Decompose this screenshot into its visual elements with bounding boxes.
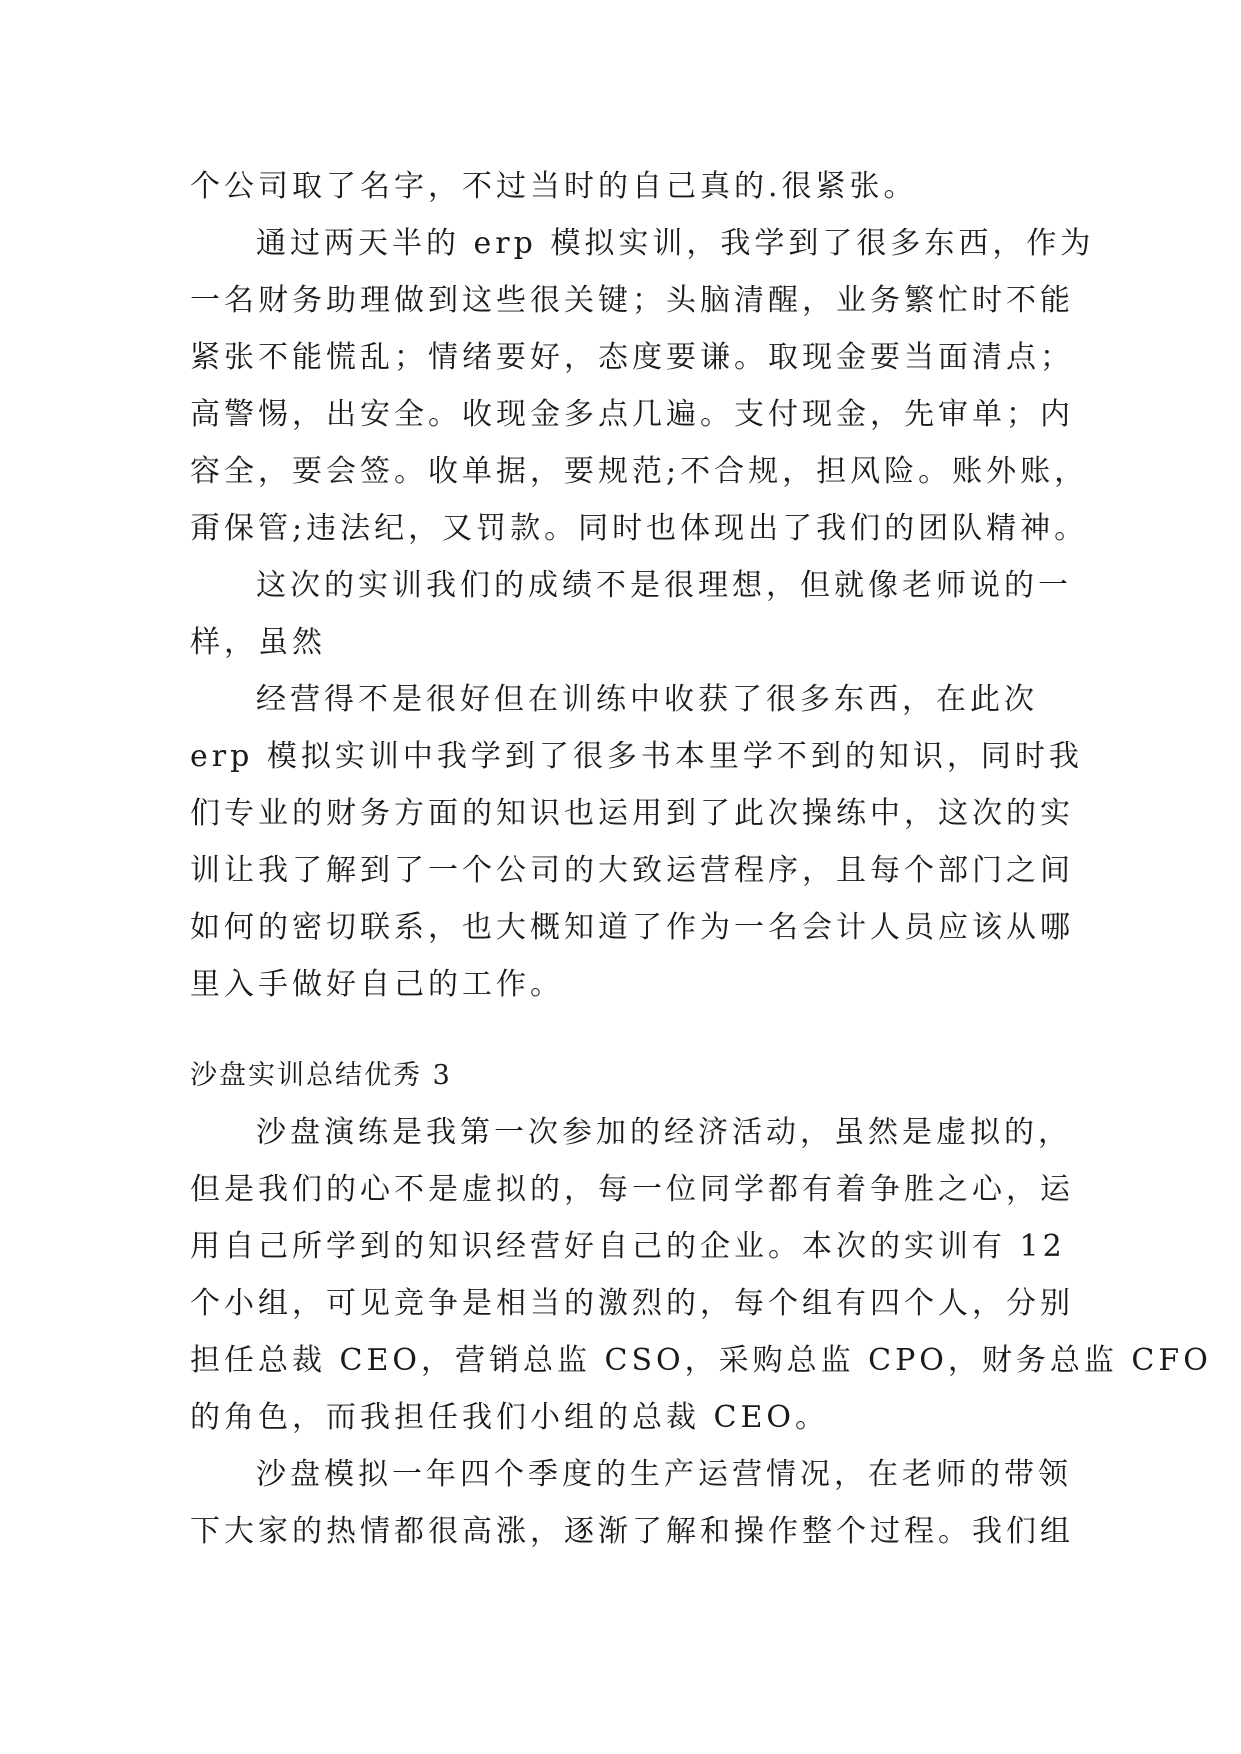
paragraph-line: 甭保管;违法纪，又罚款。同时也体现出了我们的团队精神。 — [190, 511, 1089, 546]
paragraph-line: 高警惕，出安全。收现金多点几遍。支付现金，先审单；内 — [190, 397, 1074, 432]
paragraph-line: erp 模拟实训中我学到了很多书本里学不到的知识，同时我 — [190, 739, 1083, 774]
paragraph-line: 里入手做好自己的工作。 — [190, 967, 564, 1002]
paragraph-line: 个公司取了名字，不过当时的自己真的.很紧张。 — [190, 169, 918, 204]
paragraph-line: 经营得不是很好但在训练中收获了很多东西，在此次 — [256, 682, 1038, 717]
paragraph-line: 一名财务助理做到这些很关键；头脑清醒，业务繁忙时不能 — [190, 283, 1074, 318]
paragraph-line: 如何的密切联系，也大概知道了作为一名会计人员应该从哪 — [190, 910, 1074, 945]
paragraph-line: 个小组，可见竞争是相当的激烈的，每个组有四个人，分别 — [190, 1286, 1074, 1321]
paragraph-line: 沙盘演练是我第一次参加的经济活动，虽然是虚拟的， — [256, 1115, 1072, 1150]
paragraph-line: 但是我们的心不是虚拟的，每一位同学都有着争胜之心，运 — [190, 1172, 1074, 1207]
paragraph-line: 沙盘模拟一年四个季度的生产运营情况，在老师的带领 — [256, 1457, 1072, 1492]
section-heading: 沙盘实训总结优秀 3 — [190, 1060, 452, 1091]
paragraph-line: 下大家的热情都很高涨，逐渐了解和操作整个过程。我们组 — [190, 1514, 1074, 1549]
paragraph-line: 容全，要会签。收单据，要规范;不合规，担风险。账外账， — [190, 454, 1089, 489]
paragraph-line: 的角色，而我担任我们小组的总裁 CEO。 — [190, 1400, 829, 1435]
paragraph-line: 样，虽然 — [190, 625, 326, 660]
paragraph-line: 训让我了解到了一个公司的大致运营程序，且每个部门之间 — [190, 853, 1074, 888]
paragraph-line: 这次的实训我们的成绩不是很理想，但就像老师说的一 — [256, 568, 1072, 603]
paragraph-line: 用自己所学到的知识经营好自己的企业。本次的实训有 12 — [190, 1229, 1066, 1264]
paragraph-line: 们专业的财务方面的知识也运用到了此次操练中，这次的实 — [190, 796, 1074, 831]
paragraph-line: 紧张不能慌乱；情绪要好，态度要谦。取现金要当面清点； — [190, 340, 1074, 375]
paragraph-line: 通过两天半的 erp 模拟实训，我学到了很多东西，作为 — [256, 226, 1095, 261]
paragraph-line: 担任总裁 CEO，营销总监 CSO，采购总监 CPO，财务总监 CFO — [190, 1343, 1212, 1378]
